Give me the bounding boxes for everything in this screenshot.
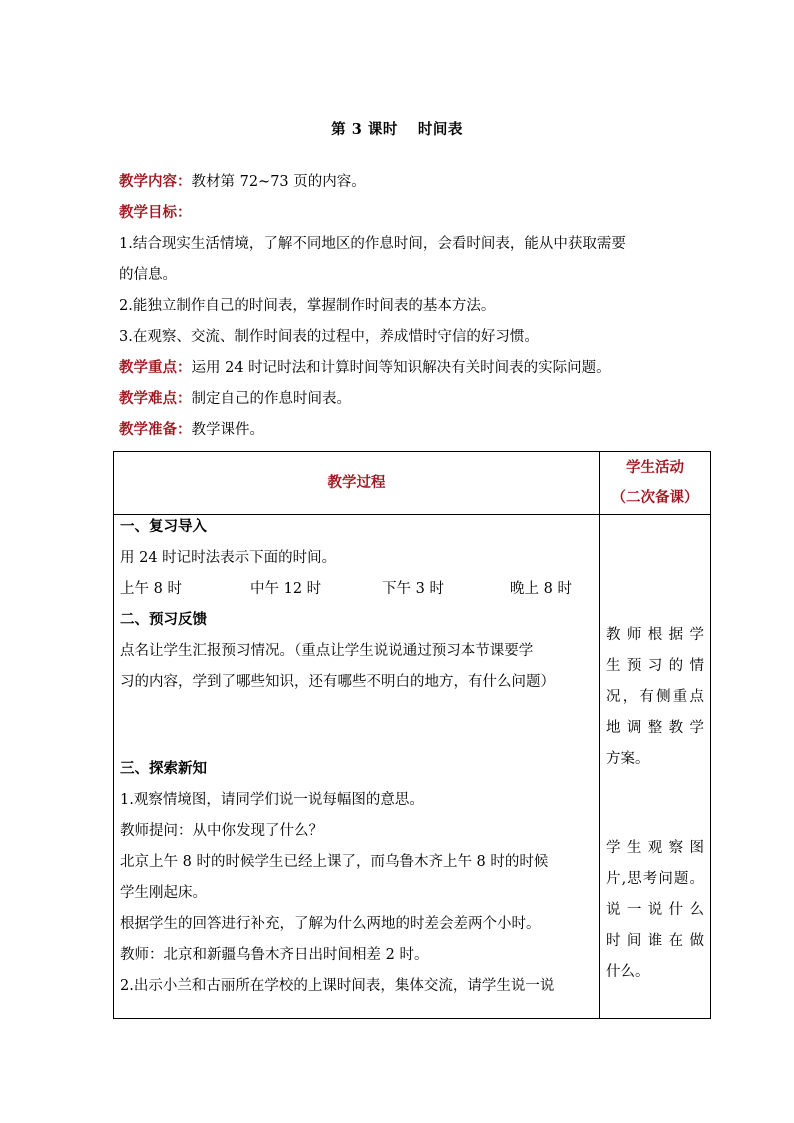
section-3-line-3: 北京上午 8 时的时候学生已经上课了，而乌鲁木齐上午 8 时的时候 <box>120 854 549 870</box>
teaching-content-text: 教材第 72~73 页的内容。 <box>191 174 366 190</box>
student-activity-cell <box>600 515 711 1019</box>
activity-note-2-line: 片,思考问题。 <box>606 871 704 887</box>
goal-3: 3.在观察、交流、制作时间表的过程中，养成惜时守信的好习惯。 <box>119 329 539 345</box>
teaching-key-point <box>119 359 699 378</box>
goal-1-line-1: 1.结合现实生活情境，了解不同地区的作息时间，会看时间表，能从中获取需要 <box>119 236 626 252</box>
difficulty-label: 教学难点： <box>119 390 192 407</box>
section-3-line-4: 学生刚起床。 <box>120 885 207 901</box>
goal-1-line-2: 的信息。 <box>119 267 177 283</box>
time-item: 中午 12 时 <box>250 581 322 597</box>
teaching-content <box>119 173 699 192</box>
section-3-line-1: 1.观察情境图，请同学们说一说每幅图的意思。 <box>120 792 424 808</box>
header-student-activity-line2: （二次备课） <box>611 489 699 506</box>
teaching-goals-label: 教学目标： <box>119 204 192 221</box>
section-3-line-6: 教师：北京和新疆乌鲁木齐日出时间相差 2 时。 <box>120 947 429 963</box>
teaching-content-label: 教学内容： <box>119 173 192 190</box>
activity-note-2-line: 什么。 <box>606 964 650 980</box>
header-teaching-process: 教学过程 <box>114 452 600 515</box>
section-2-line-1: 点名让学生汇报预习情况。（重点让学生说说通过预习本节课要学 <box>120 643 534 659</box>
activity-note-1-line: 方案。 <box>606 751 650 767</box>
activity-note-2-line: 时间谁在做 <box>606 933 704 949</box>
lesson-title <box>0 121 794 140</box>
section-2-line-2: 习的内容，学到了哪些知识，还有哪些不明白的地方，有什么问题） <box>120 674 555 690</box>
activity-note-2-line: 说一说什么 <box>606 902 704 918</box>
section-3-title: 三、探索新知 <box>120 760 207 777</box>
title-topic: 时间表 <box>417 121 463 138</box>
section-3-line-5: 根据学生的回答进行补充，了解为什么两地的时差会差两个小时。 <box>120 916 541 932</box>
section-1-title: 一、复习导入 <box>120 518 207 535</box>
difficulty-text: 制定自己的作息时间表。 <box>191 391 351 407</box>
activity-note-1-line: 地调整教学 <box>606 720 704 736</box>
teaching-difficulty <box>119 390 699 409</box>
time-item: 下午 3 时 <box>382 581 444 597</box>
activity-note-2 <box>606 833 704 988</box>
section-2-title: 二、预习反馈 <box>120 611 207 628</box>
header-student-activity-line1: 学生活动 <box>626 459 684 476</box>
activity-note-1 <box>606 620 704 775</box>
preparation-text: 教学课件。 <box>191 422 264 438</box>
activity-note-1-line: 教师根据学 <box>606 627 704 643</box>
time-list <box>120 580 593 599</box>
goal-2: 2.能独立制作自己的时间表，掌握制作时间表的基本方法。 <box>119 298 496 314</box>
time-item: 晚上 8 时 <box>510 581 572 597</box>
section-3-line-2: 教师提问：从中你发现了什么？ <box>120 823 323 839</box>
table-header-row <box>114 452 711 515</box>
teaching-goals <box>119 204 699 223</box>
activity-note-1-line: 况，有侧重点 <box>606 689 704 705</box>
table-body-row <box>114 515 711 1019</box>
header-student-activity <box>600 452 711 515</box>
section-1-text: 用 24 时记时法表示下面的时间。 <box>120 550 337 566</box>
teaching-process-cell <box>114 515 600 1019</box>
teaching-preparation <box>119 421 699 440</box>
key-point-label: 教学重点： <box>119 359 192 376</box>
lesson-plan-table <box>113 451 711 1019</box>
preparation-label: 教学准备： <box>119 421 192 438</box>
section-3-line-7: 2.出示小兰和古丽所在学校的上课时间表，集体交流，请学生说一说 <box>120 978 555 994</box>
activity-note-2-line: 学生观察图 <box>606 840 704 856</box>
title-lesson-number: 第 3 课时 <box>331 121 398 138</box>
activity-note-1-line: 生预习的情 <box>606 658 704 674</box>
key-point-text: 运用 24 时记时法和计算时间等知识解决有关时间表的实际问题。 <box>191 360 611 376</box>
time-item: 上午 8 时 <box>120 581 182 597</box>
